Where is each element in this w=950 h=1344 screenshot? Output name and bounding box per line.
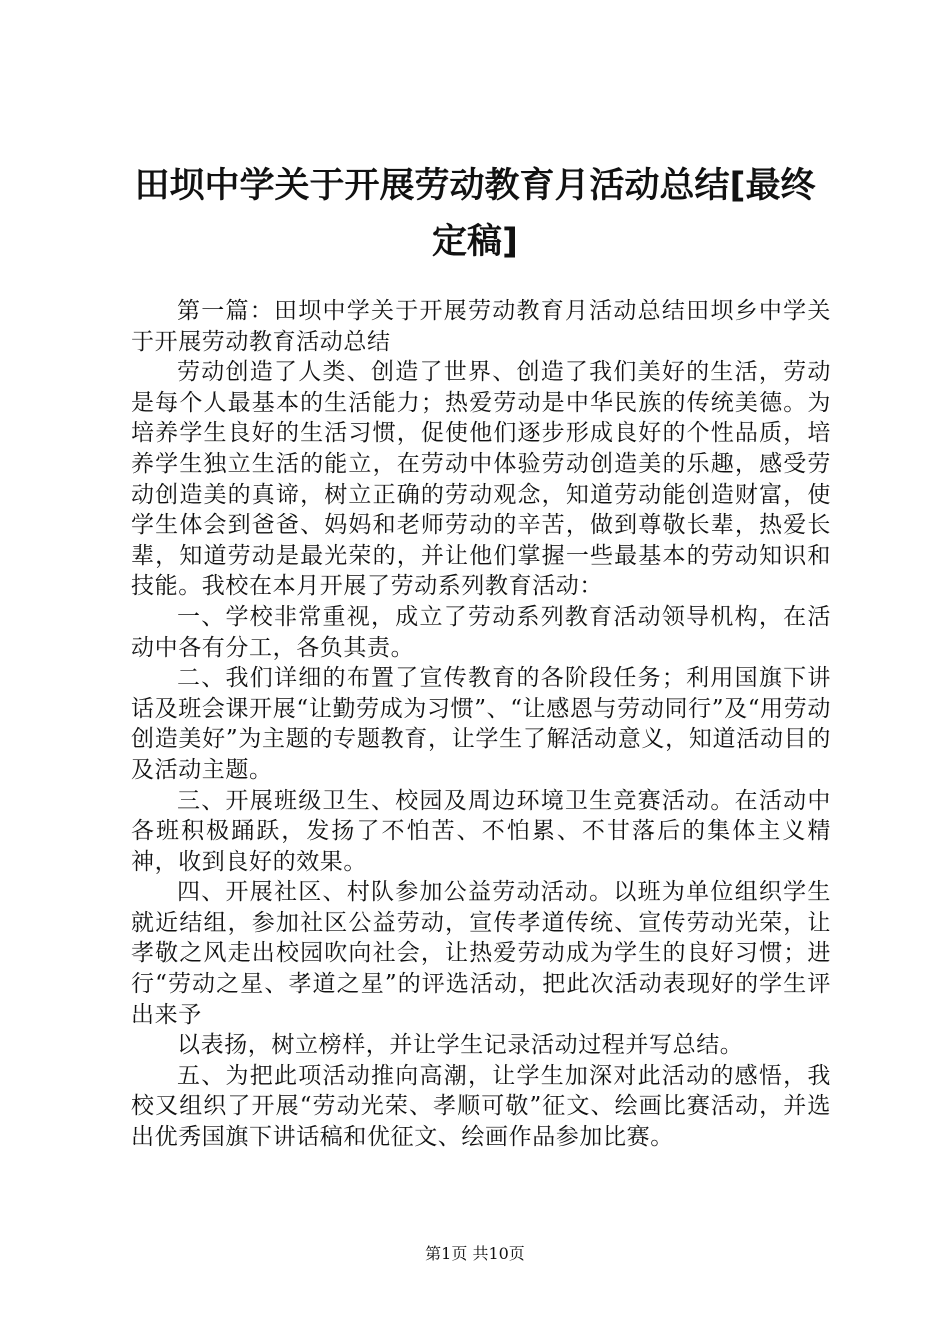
- paragraph-heading: 第一篇：田坝中学关于开展劳动教育月活动总结田坝乡中学关于开展劳动教育活动总结: [131, 298, 831, 355]
- paragraph-item-3: 三、开展班级卫生、校园及周边环境卫生竞赛活动。在活动中各班积极踊跃，发扬了不怕苦、不怕累、不甘落后的集体主义精神，收到良好的效果。: [131, 787, 831, 875]
- paragraph-item-1: 一、学校非常重视，成立了劳动系列教育活动领导机构，在活动中各有分工，各负其责。: [131, 603, 831, 661]
- document-body: [131, 296, 831, 1153]
- paragraph-item-4: 四、开展社区、村队参加公益劳动活动。以班为单位组织学生就近结组，参加社区公益劳动，宣传孝道传统、宣传劳动光荣，让孝敬之风走出校园吹向社会，让热爱劳动成为学生的良好习惯；进行“劳动之星、孝道之星”的评选活动，把此次活动表现好的学生评出来予: [131, 879, 831, 1028]
- paragraph-intro: 劳动创造了人类、创造了世界、创造了我们美好的生活，劳动是每个人最基本的生活能力；热爱劳动是中华民族的传统美德。为培养学生良好的生活习惯，促使他们逐步形成良好的个性品质，培养学生独立生活的能立，在劳动中体验劳动创造美的乐趣，感受劳动创造美的真谛，树立正确的劳动观念，知道劳动能创造财富，使学生体会到爸爸、妈妈和老师劳动的辛苦，做到尊敬长辈，热爱长辈，知道劳动是最光荣的，并让他们掌握一些最基本的劳动知识和技能。我校在本月开展了劳动系列教育活动：: [131, 359, 831, 600]
- paragraph-item-4-continued: 以表扬，树立榜样，并让学生记录活动过程并写总结。: [177, 1032, 744, 1059]
- document-title: 田坝中学关于开展劳动教育月活动总结[最终定稿]: [134, 166, 816, 262]
- paragraph-item-5: 五、为把此项活动推向高潮，让学生加深对此活动的感悟，我校又组织了开展“劳动光荣、孝顺可敬”征文、绘画比赛活动，并选出优秀国旗下讲话稿和优征文、绘画作品参加比赛。: [131, 1062, 831, 1151]
- paragraph-item-2: 二、我们详细的布置了宣传教育的各阶段任务；利用国旗下讲话及班会课开展“让勤劳成为习惯”、“让感恩与劳动同行”及“用劳动创造美好”为主题的专题教育，让学生了解活动意义，知道活动目的及活动主题。: [131, 665, 831, 783]
- page-number-footer: 第1页 共10页: [425, 1244, 525, 1263]
